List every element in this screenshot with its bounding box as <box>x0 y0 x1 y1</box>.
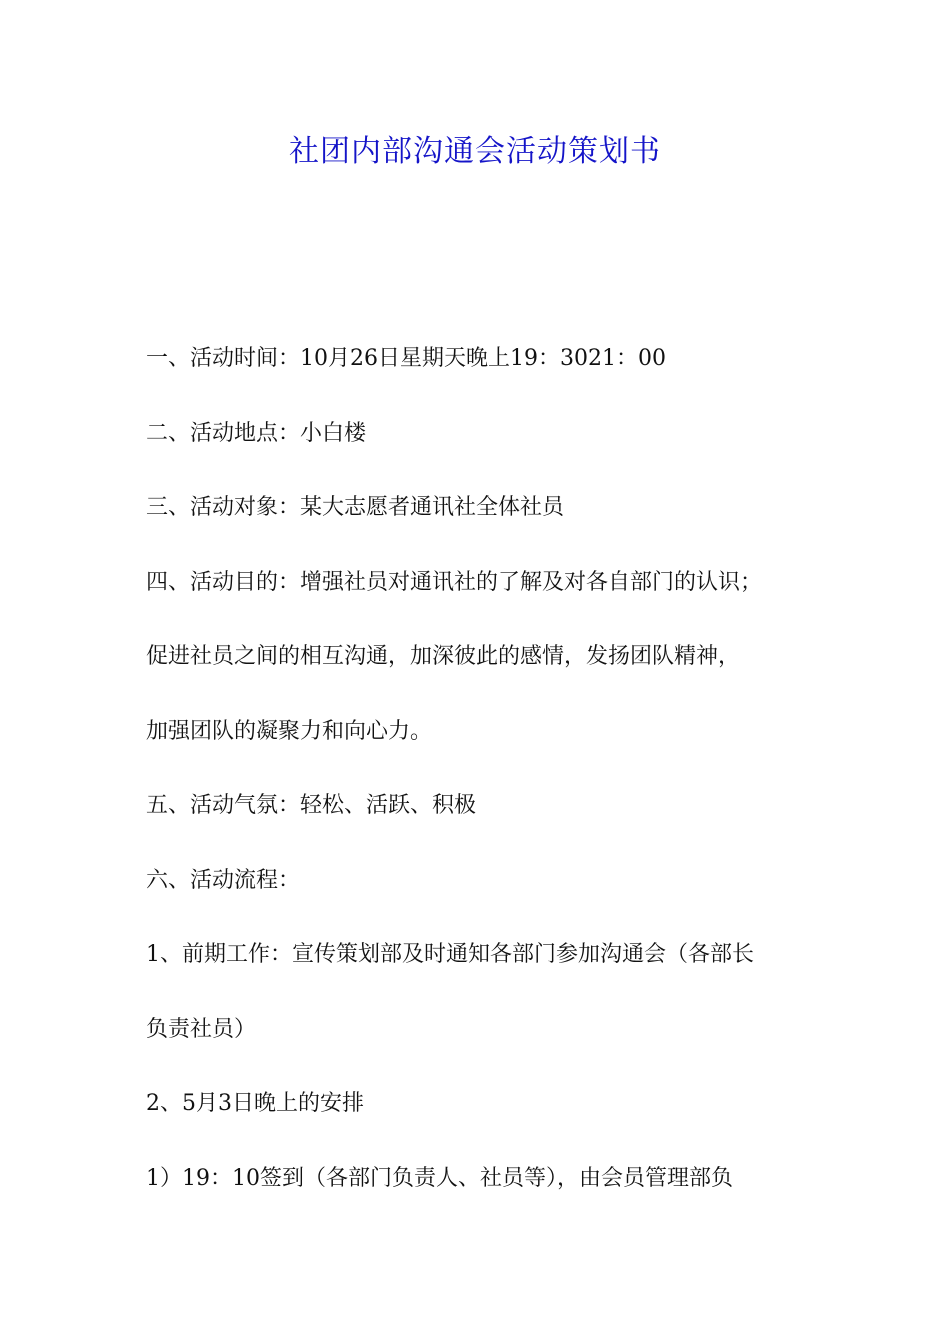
paragraph-preparation: 1、前期工作：宣传策划部及时通知各部门参加沟通会（各部长 <box>146 942 754 967</box>
paragraph-activity-audience: 三、活动对象：某大志愿者通讯社全体社员 <box>146 495 565 520</box>
paragraph-activity-purpose-cont-2: 加强团队的凝聚力和向心力。 <box>146 718 433 744</box>
paragraph-activity-atmosphere: 五、活动气氛：轻松、活跃、积极 <box>146 793 477 818</box>
paragraph-preparation-cont: 负责社员） <box>146 1016 257 1042</box>
paragraph-activity-location: 二、活动地点：小白楼 <box>146 420 367 446</box>
paragraph-activity-process: 六、活动流程： <box>146 867 301 893</box>
paragraph-activity-purpose: 四、活动目的：增强社员对通讯社的了解及对各自部门的认识； <box>146 569 763 595</box>
document-body <box>146 337 826 1231</box>
document-title: 社团内部沟通会活动策划书 <box>289 134 661 169</box>
paragraph-schedule-item-1: 1）19：10签到（各部门负责人、社员等），由会员管理部负 <box>146 1165 733 1191</box>
paragraph-activity-purpose-cont-1: 促进社员之间的相互沟通，加深彼此的感情，发扬团队精神， <box>146 644 741 669</box>
paragraph-activity-time: 一、活动时间：10月26日星期天晚上19：3021：00 <box>146 346 666 371</box>
paragraph-schedule: 2、5月3日晚上的安排 <box>146 1091 364 1116</box>
